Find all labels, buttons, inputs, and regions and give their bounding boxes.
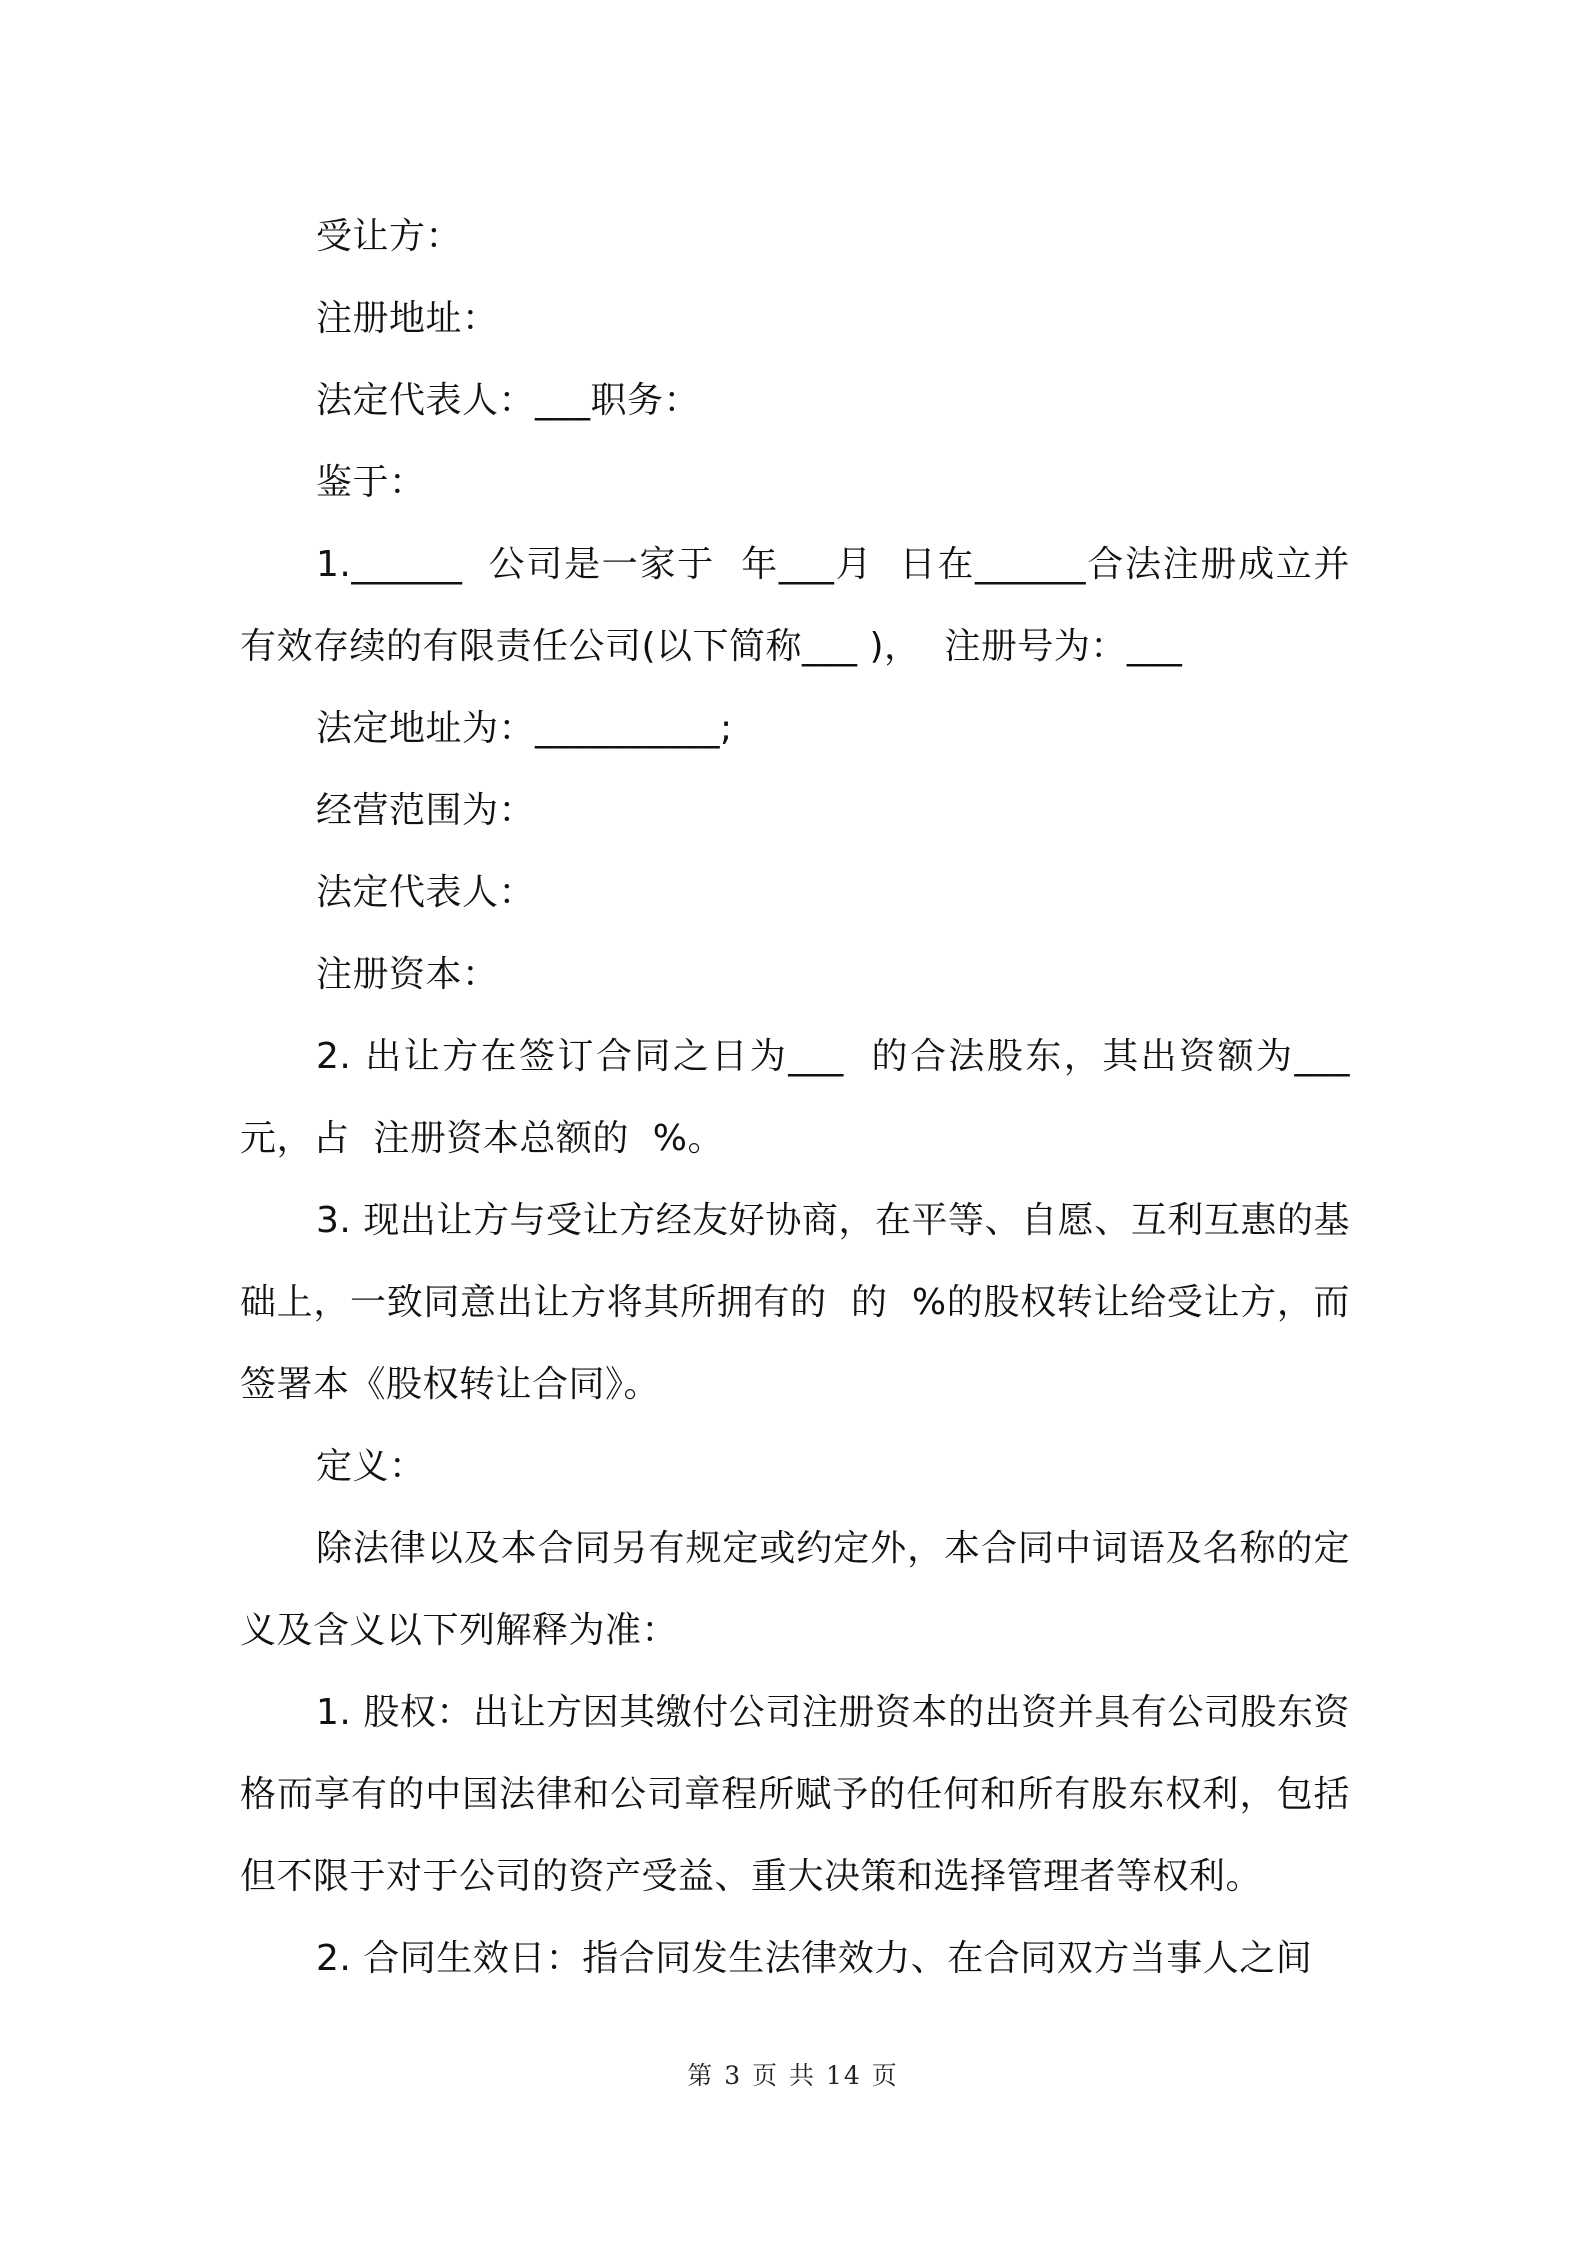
paragraph-definition-effective-date: 2. 合同生效日：指合同发生法律效力、在合同双方当事人之间 (316, 1938, 1313, 1979)
document-body (240, 196, 1350, 2000)
paragraph-clause-1-company-info: 1.______ 公司是一家于 年___月 日在______合法注册成立并有效存续的有限责任公司(以下简称___ )， 注册号为：___ (240, 544, 1350, 667)
paragraph-definitions-intro: 除法律以及本合同另有规定或约定外，本合同中词语及名称的定义及含义以下列解释为准： (240, 1528, 1350, 1651)
paragraph-clause-3-agreement: 3. 现出让方与受让方经友好协商，在平等、自愿、互利互惠的基础上，一致同意出让方将其所拥有的 的 %的股权转让给受让方，而签署本《股权转让合同》。 (240, 1200, 1350, 1405)
paragraph-business-scope: 经营范围为： (316, 790, 536, 831)
paragraph-registered-address: 注册地址： (316, 298, 499, 339)
paragraph-clause-2-shareholder: 2. 出让方在签订合同之日为___ 的合法股东，其出资额为___元，占 注册资本总额的 %。 (240, 1036, 1350, 1159)
paragraph-transferee: 受让方： (316, 216, 463, 257)
paragraph-legal-address: 法定地址为：__________; (316, 708, 733, 749)
paragraph-whereas: 鉴于： (316, 462, 426, 503)
page-number-footer: 第 3 页 共 14 页 (687, 2061, 899, 2090)
paragraph-legal-representative-position: 法定代表人：___职务： (316, 380, 701, 421)
paragraph-definitions-heading: 定义： (316, 1446, 426, 1487)
paragraph-registered-capital: 注册资本： (316, 954, 499, 995)
paragraph-legal-representative: 法定代表人： (316, 872, 536, 913)
paragraph-definition-equity: 1. 股权：出让方因其缴付公司注册资本的出资并具有公司股东资格而享有的中国法律和公司章程所赋予的任何和所有股东权利，包括但不限于对于公司的资产受益、重大决策和选择管理者等权利。 (240, 1692, 1350, 1897)
